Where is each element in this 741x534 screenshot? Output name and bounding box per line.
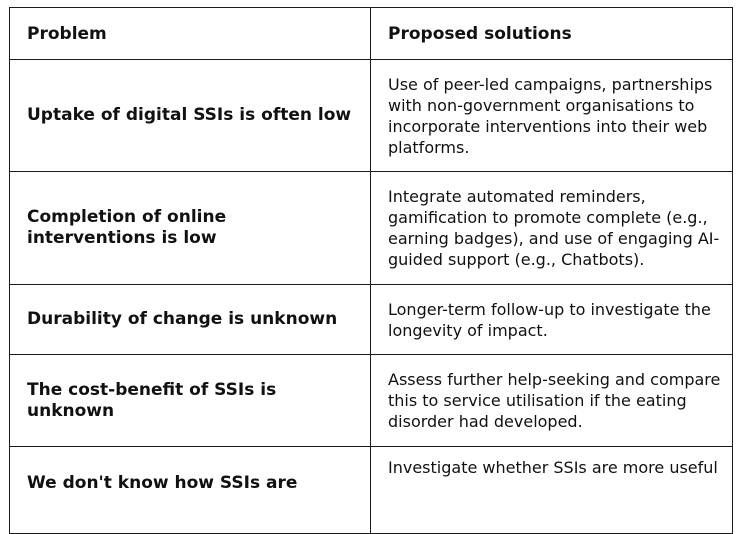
table-header-row bbox=[10, 8, 733, 60]
problem-cell: We don't know how SSIs are bbox=[10, 447, 371, 534]
problem-cell: Uptake of digital SSIs is often low bbox=[10, 60, 371, 172]
table-row bbox=[10, 447, 733, 534]
table-row bbox=[10, 60, 733, 172]
solution-cell: Use of peer-led campaigns, partnerships with non-government organisations to incorporate interventions into their web platforms. bbox=[371, 60, 733, 172]
table-row bbox=[10, 355, 733, 447]
header-problem: Problem bbox=[10, 8, 371, 60]
problem-cell: The cost-benefit of SSIs is unknown bbox=[10, 355, 371, 447]
table-row bbox=[10, 172, 733, 285]
problems-solutions-table bbox=[9, 7, 733, 534]
solution-cell: Assess further help-seeking and compare this to service utilisation if the eating disorder had developed. bbox=[371, 355, 733, 447]
solution-cell: Integrate automated reminders, gamification to promote complete (e.g., earning badges), and use of engaging AI-guided support (e.g., Chatbots). bbox=[371, 172, 733, 285]
solution-cell: Investigate whether SSIs are more useful bbox=[371, 447, 733, 534]
problem-cell: Durability of change is unknown bbox=[10, 285, 371, 355]
problems-solutions-table-container bbox=[9, 7, 732, 534]
problem-cell: Completion of online interventions is low bbox=[10, 172, 371, 285]
header-proposed-solutions: Proposed solutions bbox=[371, 8, 733, 60]
table-row bbox=[10, 285, 733, 355]
solution-cell: Longer-term follow-up to investigate the longevity of impact. bbox=[371, 285, 733, 355]
